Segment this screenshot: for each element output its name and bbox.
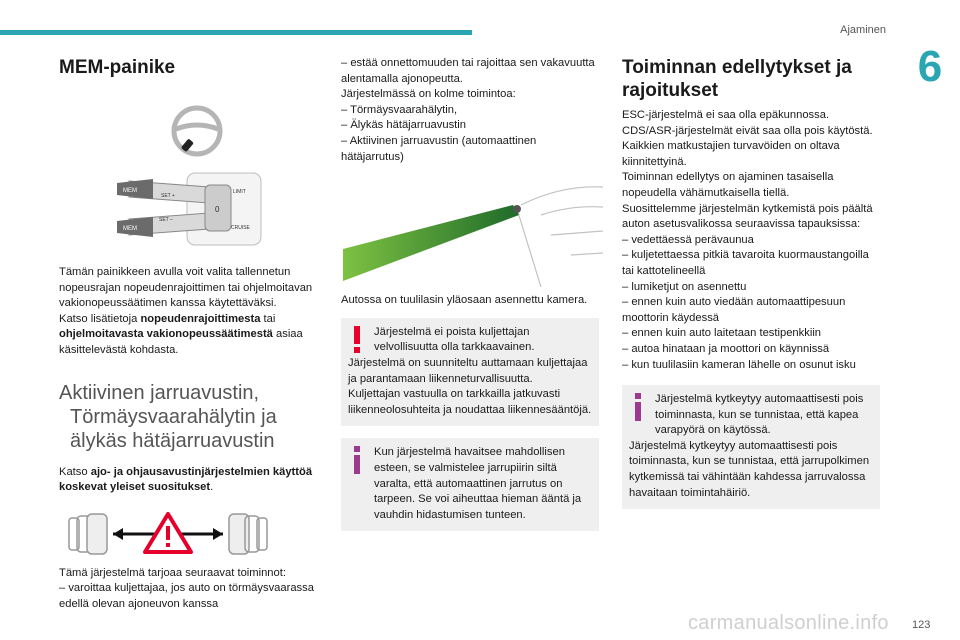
camera-figure — [341, 175, 603, 287]
stalk-label-set-minus: SET – — [159, 217, 173, 223]
function-2: – Älykäs hätäjarruavustin — [341, 119, 466, 132]
column-2 — [341, 56, 599, 531]
steering-wheel-icon — [167, 101, 227, 161]
condition-recommendation: Suosittelemme järjestelmän kytkemistä pois päältä auton asetusvalikossa seuraavissa tapauksissa: — [622, 202, 873, 231]
case-towing: – autoa hinataan ja moottori on käynnissä — [622, 342, 830, 355]
stalk-label-cruise: CRUISE — [231, 225, 250, 231]
heading2-line3: älykäs hätäjarruavustin — [70, 429, 275, 452]
camera-text: Autossa on tuulilasin yläosaan asennettu kamera. — [341, 294, 588, 307]
watermark: carmanualsonline.info — [688, 612, 889, 634]
stalk-figure — [113, 169, 263, 249]
page-number: 123 — [912, 619, 931, 631]
see-bold-2: ohjelmoitavasta vakionopeussäätimestä — [59, 328, 273, 341]
see2-prefix: Katso — [59, 465, 91, 478]
collision-figure — [63, 508, 273, 558]
collision-warning-icon — [63, 508, 273, 558]
see-mid: tai — [260, 312, 276, 325]
mem-button-heading: MEM-painike — [59, 57, 176, 78]
windscreen-camera-icon — [341, 175, 603, 287]
mem-description: Tämän painikkeen avulla voit valita tallennetun nopeusrajan nopeudenrajoittimen tai ohjelmoitavan vakionopeussäätimen kanssa käytettäväksi. — [59, 266, 313, 310]
section-title: Ajaminen — [840, 24, 886, 36]
see2-suffix: . — [210, 481, 214, 494]
stalk-label-zero: 0 — [215, 205, 220, 214]
case-snow-chains: – lumiketjut on asennettu — [622, 280, 747, 293]
stalk-label-set-plus: SET + — [161, 193, 175, 199]
mem-stalk-icon — [113, 169, 263, 249]
info-box-braking — [341, 438, 599, 531]
info-brake-fault-text: Järjestelmä kytkeytyy automaattisesti pois toiminnasta, kun se tunnistaa, että jarrupolkimen kytkemissä tai vähintään kahdessa jarruvalossa havaitaan toimintahäiriö. — [629, 439, 870, 499]
info-icon — [351, 446, 363, 474]
see2-bold: ajo- ja ohjausavustinjärjestelmien käyttöä koskevat yleiset suositukset — [59, 465, 313, 494]
condition-seatbelts: Kaikkien matkustajien turvavöiden on oltava kiinnitettyinä. — [622, 140, 840, 168]
warning-first-text: Järjestelmä ei poista kuljettajan velvollisuutta olla tarkkaavainen. — [374, 325, 535, 354]
see-suffix: asiaa käsittelevästä kohdasta. — [59, 328, 303, 356]
brake-assist-heading — [59, 381, 317, 453]
info-braking-text: Kun järjestelmä havaitsee mahdollisen esteen, se valmistelee jarrupiirin siltä varalta, että automaattinen jarrutus on tarpeen. Se voi aiheuttaa hieman ääntä ja vauhdin hidastumisen tunteen. — [374, 446, 582, 521]
system-item-2: – estää onnettomuuden tai rajoittaa sen vakavuutta alentamalla ajonopeutta. — [341, 57, 595, 85]
case-windscreen-impact: – kun tuulilasiin kameran lähelle on osunut isku — [622, 358, 856, 371]
system-item-1: – varoittaa kuljettajaa, jos auto on törmäysvaarassa edellä olevan ajoneuvon kanssa — [59, 582, 314, 610]
warning-text-3: Kuljettajan vastuulla on tarkkailla jatkuvasti liikenneolosuhteita ja noudattaa liikennesääntöjä. — [348, 388, 592, 416]
steering-wheel-figure — [167, 101, 227, 161]
heading2-line1: Aktiivinen jarruavustin, — [59, 381, 260, 404]
condition-driving: Toiminnan edellytys on ajaminen tasaisella nopeudella vähämutkaisella tiellä. — [622, 171, 834, 199]
chapter-number: 6 — [917, 42, 943, 91]
column-3 — [622, 56, 880, 509]
info-box-deactivation — [622, 385, 880, 509]
info-spare-wheel-text: Järjestelmä kytkeytyy automaattisesti pois toiminnasta, kun se tunnistaa, että kapea varapyörä on käytössä. — [655, 393, 864, 437]
case-long-loads: – kuljetettaessa pitkiä tavaroita kuormaustangoilla tai kattotelineellä — [622, 249, 869, 277]
recommendations-ref — [59, 465, 317, 496]
case-test-bench: – ennen kuin auto laitetaan testipenkkiin — [622, 327, 822, 340]
warning-text-2: Järjestelmä on suunniteltu auttamaan kuljettajaa ja parantamaan liikenneturvallisuutta. — [348, 356, 588, 385]
stalk-label-mem-lower: MEM — [123, 226, 137, 232]
column-1 — [59, 56, 317, 613]
case-car-wash: – ennen kuin auto viedään automaattipesuun moottorin käydessä — [622, 296, 846, 324]
mem-see-more — [59, 312, 317, 359]
header-accent-bar — [0, 30, 472, 35]
function-1: – Törmäysvaarahälytin, — [341, 103, 458, 116]
condition-cds-asr: CDS/ASR-järjestelmät eivät saa olla pois käytöstä. — [622, 124, 873, 137]
see-bold-1: nopeudenrajoittimesta — [140, 312, 261, 325]
case-trailer: – vedettäessä perävaunua — [622, 233, 754, 246]
heading2-line2: Törmäysvaarahälytin ja — [70, 405, 277, 428]
see-prefix: Katso lisätietoja — [59, 312, 141, 325]
system-intro: Tämä järjestelmä tarjoaa seuraavat toiminnot: — [59, 566, 286, 579]
warning-box — [341, 318, 599, 427]
stalk-label-limit: LIMIT — [233, 189, 246, 195]
condition-esc: ESC-järjestelmä ei saa olla epäkunnossa. — [622, 109, 830, 121]
conditions-heading: Toiminnan edellytykset ja rajoitukset — [622, 57, 852, 101]
warning-exclamation-icon — [351, 326, 363, 354]
info-icon — [632, 393, 644, 421]
function-3: – Aktiivinen jarruavustin (automaattinen hätäjarrutus) — [341, 134, 537, 163]
three-functions-intro: Järjestelmässä on kolme toimintoa: — [341, 88, 516, 101]
stalk-label-mem: MEM — [123, 188, 137, 194]
